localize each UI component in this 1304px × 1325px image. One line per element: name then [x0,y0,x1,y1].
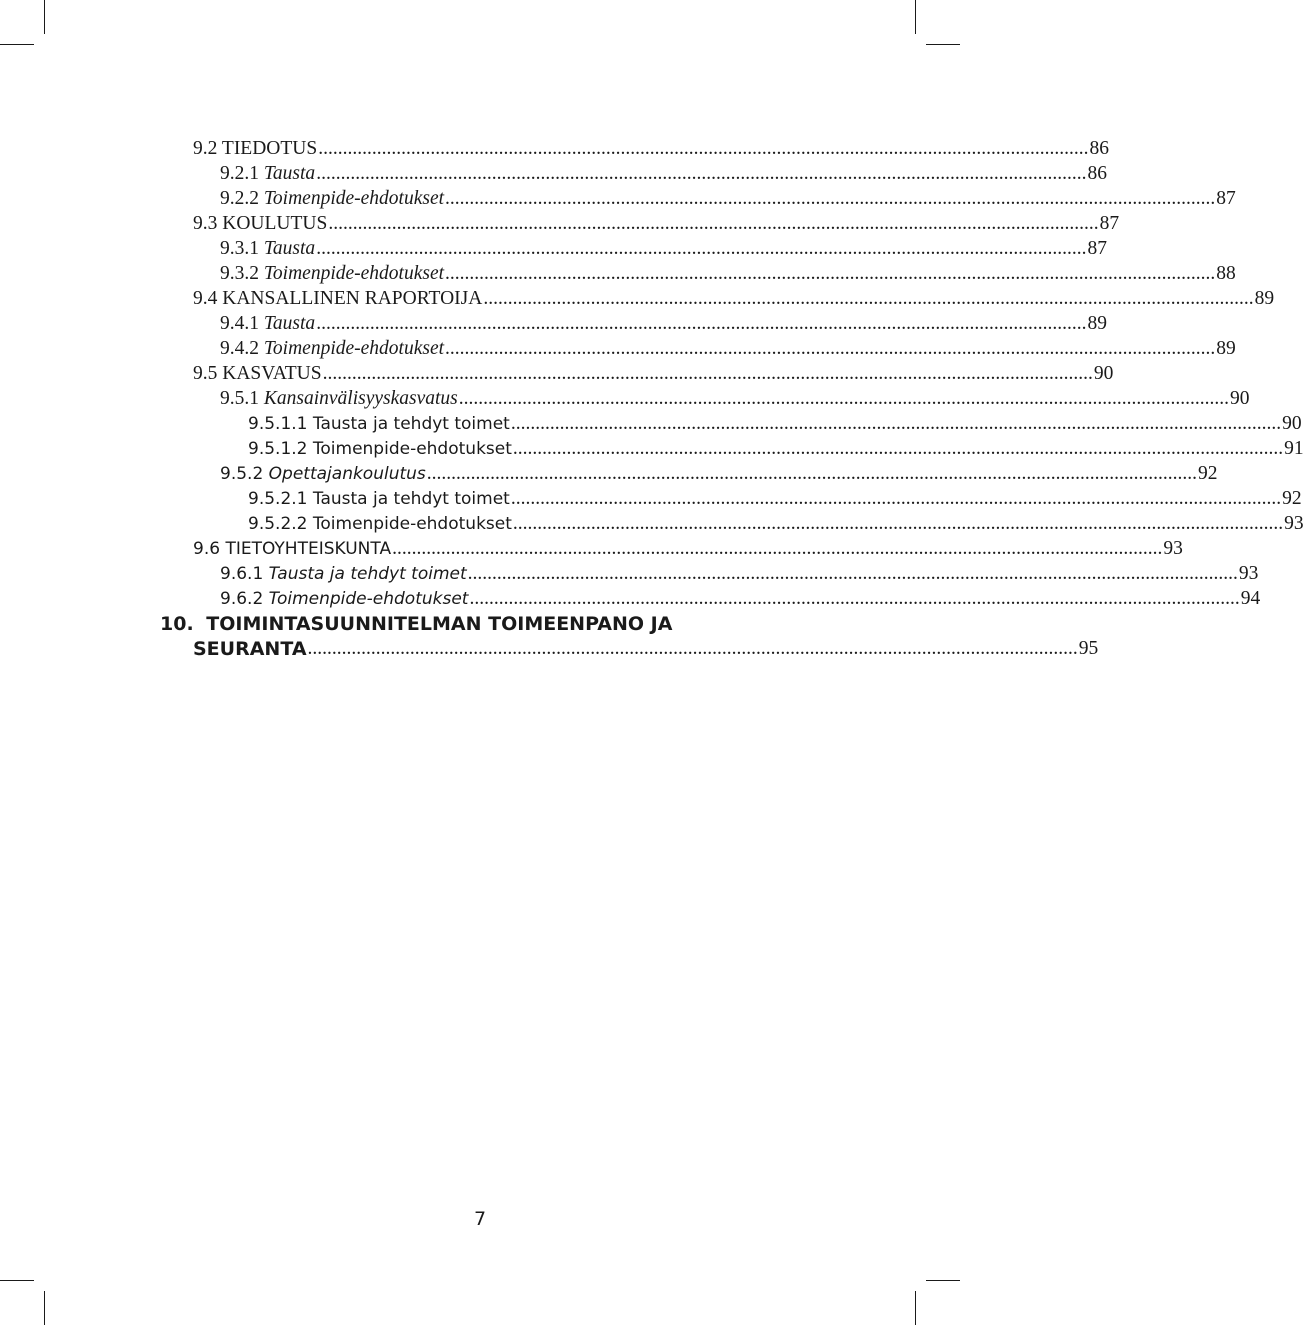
toc-page-number: 92 [1198,463,1218,484]
page-number: 7 [473,1208,487,1230]
dot-leader: .............................................................................................................................................................. [467,563,1238,584]
toc-entry-label: 9.4 KANSALLINEN RAPORTOIJA [193,288,483,309]
toc-entry[interactable] [220,386,1250,412]
toc-entry-label: 9.3.2 Toimenpide-ehdotukset [220,263,445,284]
toc-page-number: 90 [1230,388,1250,409]
toc-page-number: 89 [1216,338,1236,359]
dot-leader: .............................................................................................................................................................. [316,313,1087,334]
toc-entry-label: 9.6 TIETOYHTEISKUNTA [193,539,392,559]
toc-page-number: 93 [1238,563,1259,584]
dot-leader: .............................................................................................................................................................. [469,588,1240,609]
toc-page-number: 93 [1163,538,1183,559]
toc-entry-label: 9.6.1 Tausta ja tehdyt toimet [220,564,467,584]
toc-entry-label: 9.5.2.1 Tausta ja tehdyt toimet [248,489,510,509]
chapter-title-continued: SEURANTA [193,638,307,660]
toc-entry[interactable] [220,561,1259,587]
toc-page-number: 93 [1284,513,1304,534]
toc-page-number: 86 [1089,138,1109,159]
dot-leader: .............................................................................................................................................................. [512,438,1284,459]
toc-page-number: 92 [1282,488,1302,509]
toc-page-number: 90 [1282,413,1302,434]
dot-leader: .............................................................................................................................................................. [445,263,1216,284]
toc-entry[interactable] [248,486,1302,512]
toc-page-number: 89 [1087,313,1107,334]
toc-entry[interactable] [193,286,1275,312]
dot-leader: .............................................................................................................................................................. [328,213,1099,234]
toc-entry[interactable] [248,436,1304,462]
toc-entry-label: 9.5.1.1 Tausta ja tehdyt toimet [248,414,510,434]
crop-mark [926,1280,960,1281]
toc-entry[interactable] [248,411,1302,437]
toc-page-number: 87 [1087,238,1107,259]
toc-entry-label: 9.3 KOULUTUS [193,213,328,234]
dot-leader: .............................................................................................................................................................. [426,463,1198,484]
dot-leader: .............................................................................................................................................................. [392,538,1163,559]
crop-mark [0,44,34,45]
toc-entry[interactable] [248,511,1304,537]
crop-mark [915,1291,916,1325]
dot-leader: .............................................................................................................................................................. [512,513,1284,534]
toc-entry[interactable] [193,136,1109,162]
toc-entry[interactable] [220,186,1236,212]
crop-mark [915,0,916,34]
toc-entry-label: 9.5 KASVATUS [193,363,322,384]
toc-entry[interactable] [220,161,1107,187]
dot-leader: .............................................................................................................................................................. [316,238,1087,259]
toc-entry[interactable] [220,236,1107,262]
dot-leader: .............................................................................................................................................................. [307,638,1078,659]
toc-entry-label: 9.5.1.2 Toimenpide-ehdotukset [248,439,512,459]
toc-page-number: 90 [1093,363,1114,384]
dot-leader: .............................................................................................................................................................. [322,363,1093,384]
toc-entry-label: 9.2.2 Toimenpide-ehdotukset [220,188,445,209]
toc-entry-label: 9.2.1 Tausta [220,163,316,184]
toc-page-number: 87 [1216,188,1236,209]
crop-mark [44,0,45,34]
toc-page-number: 88 [1216,263,1236,284]
toc-page-number: 95 [1078,638,1099,659]
chapter-heading[interactable] [160,611,672,637]
toc-entry[interactable] [220,586,1261,612]
toc-entry-label: 9.5.1 Kansainvälisyyskasvatus [220,388,458,409]
chapter-number: 10. [160,613,194,635]
dot-leader: .............................................................................................................................................................. [445,188,1216,209]
toc-page-number: 86 [1087,163,1107,184]
toc-page-number: 89 [1254,288,1275,309]
toc-entry-label: 9.4.1 Tausta [220,313,316,334]
dot-leader: .............................................................................................................................................................. [510,413,1282,434]
dot-leader: .............................................................................................................................................................. [316,163,1087,184]
toc-entry[interactable] [220,461,1218,487]
toc-entry[interactable] [193,636,1099,662]
dot-leader: .............................................................................................................................................................. [445,338,1216,359]
toc-entry-label: 9.3.1 Tausta [220,238,316,259]
chapter-title: TOIMINTASUUNNITELMAN TOIMEENPANO JA [206,613,673,635]
crop-mark [926,44,960,45]
crop-mark [44,1291,45,1325]
toc-entry-label: 9.2 TIEDOTUS [193,138,318,159]
toc-page-number: 91 [1284,438,1304,459]
toc-entry[interactable] [220,261,1236,287]
dot-leader: .............................................................................................................................................................. [483,288,1254,309]
toc-entry-label: 9.5.2 Opettajankoulutus [220,464,426,484]
toc-entry[interactable] [220,311,1107,337]
toc-entry[interactable] [193,361,1114,387]
toc-entry[interactable] [193,211,1120,237]
dot-leader: .............................................................................................................................................................. [510,488,1282,509]
toc-page-number: 94 [1240,588,1261,609]
toc-entry-label: 9.5.2.2 Toimenpide-ehdotukset [248,514,512,534]
toc-entry[interactable] [220,336,1236,362]
toc-entry-label: 9.6.2 Toimenpide-ehdotukset [220,589,469,609]
crop-mark [0,1280,34,1281]
toc-entry-label: 9.4.2 Toimenpide-ehdotukset [220,338,445,359]
toc-entry[interactable] [193,536,1183,562]
dot-leader: .............................................................................................................................................................. [458,388,1230,409]
toc-page-number: 87 [1099,213,1120,234]
dot-leader: .............................................................................................................................................................. [318,138,1089,159]
